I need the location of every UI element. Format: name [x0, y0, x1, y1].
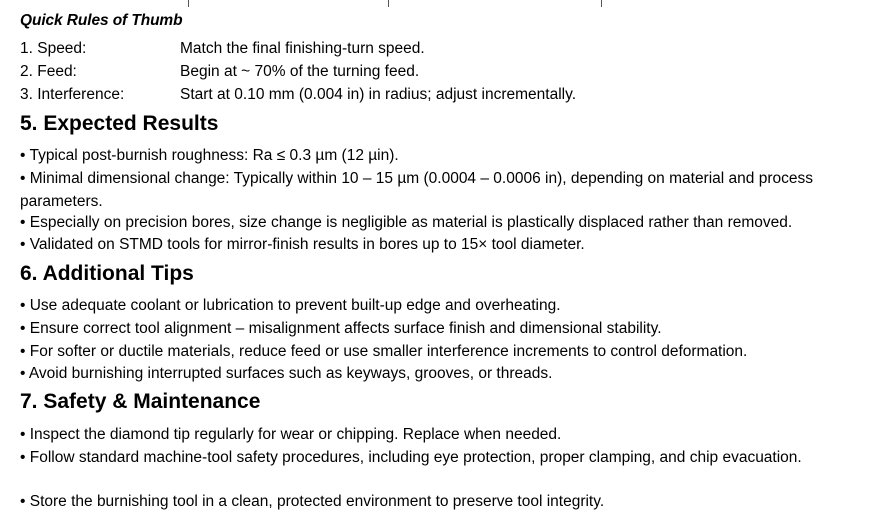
- list-item: • Use adequate coolant or lubrication to prevent built-up edge and overheating.: [20, 297, 561, 314]
- list-item: • Inspect the diamond tip regularly for wear or chipping. Replace when needed.: [20, 426, 562, 443]
- list-item: • Store the burnishing tool in a clean, protected environment to preserve tool integrity.: [20, 493, 605, 510]
- section-heading-safety-maintenance: 7. Safety & Maintenance: [20, 390, 261, 413]
- list-item: • Avoid burnishing interrupted surfaces such as keyways, grooves, or threads.: [20, 365, 553, 382]
- table-border-fragment: [601, 0, 602, 7]
- list-item: • Especially on precision bores, size change is negligible as material is plastically displaced rather than removed.: [20, 214, 793, 231]
- rule-text: Begin at ~ 70% of the turning feed.: [180, 63, 420, 80]
- list-item: • For softer or ductile materials, reduce feed or use smaller interference increments to control deformation.: [20, 343, 748, 360]
- list-item: • Ensure correct tool alignment – misalignment affects surface finish and dimensional stability.: [20, 320, 662, 337]
- list-item: • Typical post-burnish roughness: Ra ≤ 0.3 µm (12 µin).: [20, 147, 399, 164]
- rules-of-thumb-title: Quick Rules of Thumb: [20, 12, 183, 29]
- rule-label: 1. Speed:: [20, 40, 87, 57]
- list-item: • Minimal dimensional change: Typically within 10 – 15 µm (0.0004 – 0.0006 in), depending on material and process parameters.: [20, 170, 813, 210]
- rule-text: Start at 0.10 mm (0.004 in) in radius; adjust incrementally.: [180, 86, 576, 103]
- list-item: • Follow standard machine-tool safety procedures, including eye protection, proper clamping, and chip evacuation.: [20, 449, 802, 466]
- rule-label: 3. Interference:: [20, 86, 125, 103]
- list-item: • Validated on STMD tools for mirror-finish results in bores up to 15× tool diameter.: [20, 236, 585, 253]
- table-border-fragment: [388, 0, 389, 7]
- rule-text: Match the final finishing-turn speed.: [180, 40, 425, 57]
- table-border-fragment: [188, 0, 189, 7]
- section-heading-expected-results: 5. Expected Results: [20, 112, 219, 135]
- section-heading-additional-tips: 6. Additional Tips: [20, 262, 194, 285]
- rule-label: 2. Feed:: [20, 63, 77, 80]
